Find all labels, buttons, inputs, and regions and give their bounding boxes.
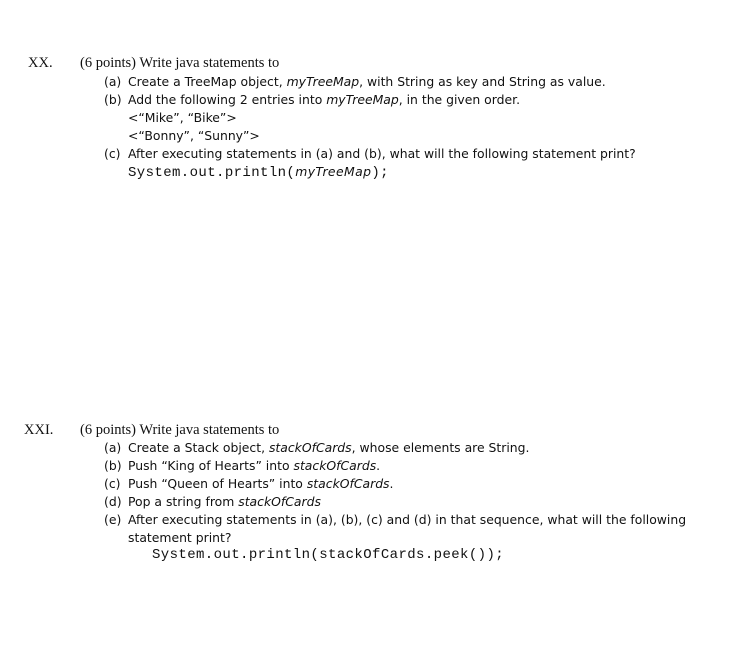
item-e: (e) After executing statements in (a), (b), (c) and (d) in that sequence, what will the following — [104, 512, 687, 527]
code-line: System.out.println(myTreeMap); — [128, 164, 389, 181]
item-d: (d) Pop a string from stackOfCards — [104, 494, 321, 509]
item-b: (b) Push “King of Hearts” into stackOfCards. — [104, 458, 381, 473]
item-a: (a) Create a TreeMap object, myTreeMap, with String as key and String as value. — [104, 74, 606, 89]
question-number: XXI. — [24, 422, 54, 438]
item-c: (c) Push “Queen of Hearts” into stackOfCards. — [104, 476, 394, 491]
question-header: (6 points) Write java statements to — [80, 422, 280, 438]
item-c: (c) After executing statements in (a) and (b), what will the following statement print? — [104, 146, 636, 161]
question-number: XX. — [28, 55, 53, 71]
item-b: (b) Add the following 2 entries into myTreeMap, in the given order. — [104, 92, 521, 107]
item-e-continued: statement print? — [128, 530, 232, 545]
entry-2: <“Bonny”, “Sunny”> — [128, 128, 260, 143]
entry-1: <“Mike”, “Bike”> — [128, 110, 237, 125]
code-line: System.out.println(stackOfCards.peek()); — [152, 547, 505, 563]
item-a: (a) Create a Stack object, stackOfCards, whose elements are String. — [104, 440, 530, 455]
question-header: (6 points) Write java statements to — [80, 55, 280, 71]
